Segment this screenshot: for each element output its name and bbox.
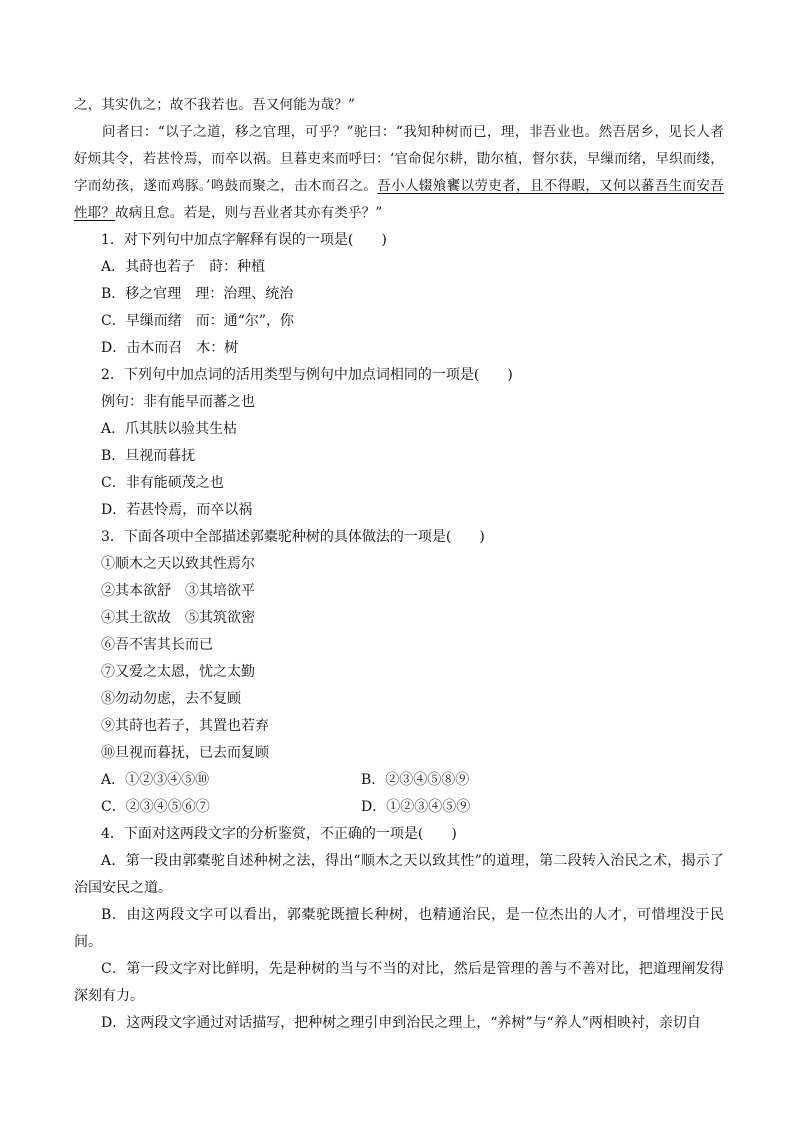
option-d: D．击木而召 木：树 bbox=[101, 340, 239, 356]
question-4 bbox=[74, 821, 724, 1037]
option-d: D．若甚怜焉，而卒以祸 bbox=[101, 502, 253, 518]
option-d: D．这两段文字通过对话描写，把种树之理引申到治民之理上，“养树”与“养人”两相映衬，亲切自 bbox=[101, 1015, 701, 1031]
classical-passage bbox=[74, 92, 724, 227]
list-item: ①顺木之天以致其性焉尔 bbox=[101, 556, 255, 572]
passage-paragraph-2 bbox=[74, 119, 724, 227]
option-b: B．移之官理 理：治理、统治 bbox=[101, 286, 294, 302]
option-row bbox=[74, 767, 724, 794]
passage-text: 问者曰：“以子之道，移之官理，可乎？”驼曰：“我知种树而已，理，非吾业也。然吾居乡，见长人者好烦其令，若甚怜焉，而卒以祸。旦暮吏来而呼曰：‘官命促尔耕，勖尔植，督尔获，早缫而绪，早织而缕，字而幼孩，遂而鸡豚。’鸣鼓而聚之，击木而召之。 bbox=[74, 124, 724, 194]
list-item: ⑦又爱之太恩，忧之太勤 bbox=[101, 664, 255, 680]
option-c: C．第一段文字对比鲜明，先是种树的当与不当的对比，然后是管理的善与不善对比，把道理阐发得深刻有力。 bbox=[74, 961, 724, 1004]
list-item: ⑧勿动勿虑，去不复顾 bbox=[101, 691, 241, 707]
underlined-sentence: 且不得暇，又何以蕃吾生而安吾性耶？ bbox=[74, 178, 724, 221]
question-3 bbox=[74, 524, 724, 821]
question-1 bbox=[74, 227, 724, 362]
document-content bbox=[74, 92, 724, 1037]
passage-paragraph-1: 之，其实仇之；故不我若也。吾又何能为哉？” bbox=[74, 97, 356, 113]
option-d: D．①②③④⑤⑨ bbox=[361, 799, 471, 815]
option-b: B．由这两段文字可以看出，郭橐驼既擅长种树，也精通治民，是一位杰出的人才，可惜埋没于民间。 bbox=[74, 907, 724, 950]
question-stem: 2．下列句中加点词的活用类型与例句中加点词相同的一项是( ) bbox=[101, 367, 513, 383]
question-stem: 3．下面各项中全部描述郭橐驼种树的具体做法的一项是( ) bbox=[101, 529, 485, 545]
option-a: A．爪其肤以验其生枯 bbox=[101, 421, 238, 437]
passage-text: 故病且怠。若是，则与吾业者其亦有类乎？” bbox=[115, 205, 383, 221]
option-c: C．非有能硕茂之也 bbox=[101, 475, 224, 491]
underlined-sentence: 吾小人辍飧饔以劳吏者， bbox=[377, 178, 530, 194]
question-2 bbox=[74, 362, 724, 524]
example-sentence: 例句：非有能早而蕃之也 bbox=[101, 394, 255, 410]
list-item: ⑩旦视而暮抚，已去而复顾 bbox=[101, 745, 269, 761]
option-row bbox=[74, 794, 724, 821]
list-item: ⑨其莳也若子，其置也若弃 bbox=[101, 718, 269, 734]
option-a: A．①②③④⑤⑩ bbox=[101, 772, 210, 788]
option-a: A．其莳也若子 莳：种植 bbox=[101, 259, 266, 275]
option-c: C．早缫而绪 而：通“尔”，你 bbox=[101, 313, 295, 329]
list-item: ⑥吾不害其长而已 bbox=[101, 637, 213, 653]
list-item: ②其本欲舒 ③其培欲平 bbox=[101, 583, 255, 599]
option-a: A．第一段由郭橐驼自述种树之法，得出“顺木之天以致其性”的道理，第二段转入治民之术，揭示了治国安民之道。 bbox=[74, 853, 724, 896]
question-stem: 4．下面对这两段文字的分析鉴赏，不正确的一项是( ) bbox=[101, 826, 457, 842]
option-c: C．②③④⑤⑥⑦ bbox=[101, 799, 210, 815]
option-b: B．旦视而暮抚 bbox=[101, 448, 196, 464]
list-item: ④其土欲故 ⑤其筑欲密 bbox=[101, 610, 255, 626]
option-b: B．②③④⑤⑧⑨ bbox=[361, 772, 470, 788]
question-stem: 1．对下列句中加点字解释有误的一项是( ) bbox=[101, 232, 387, 248]
